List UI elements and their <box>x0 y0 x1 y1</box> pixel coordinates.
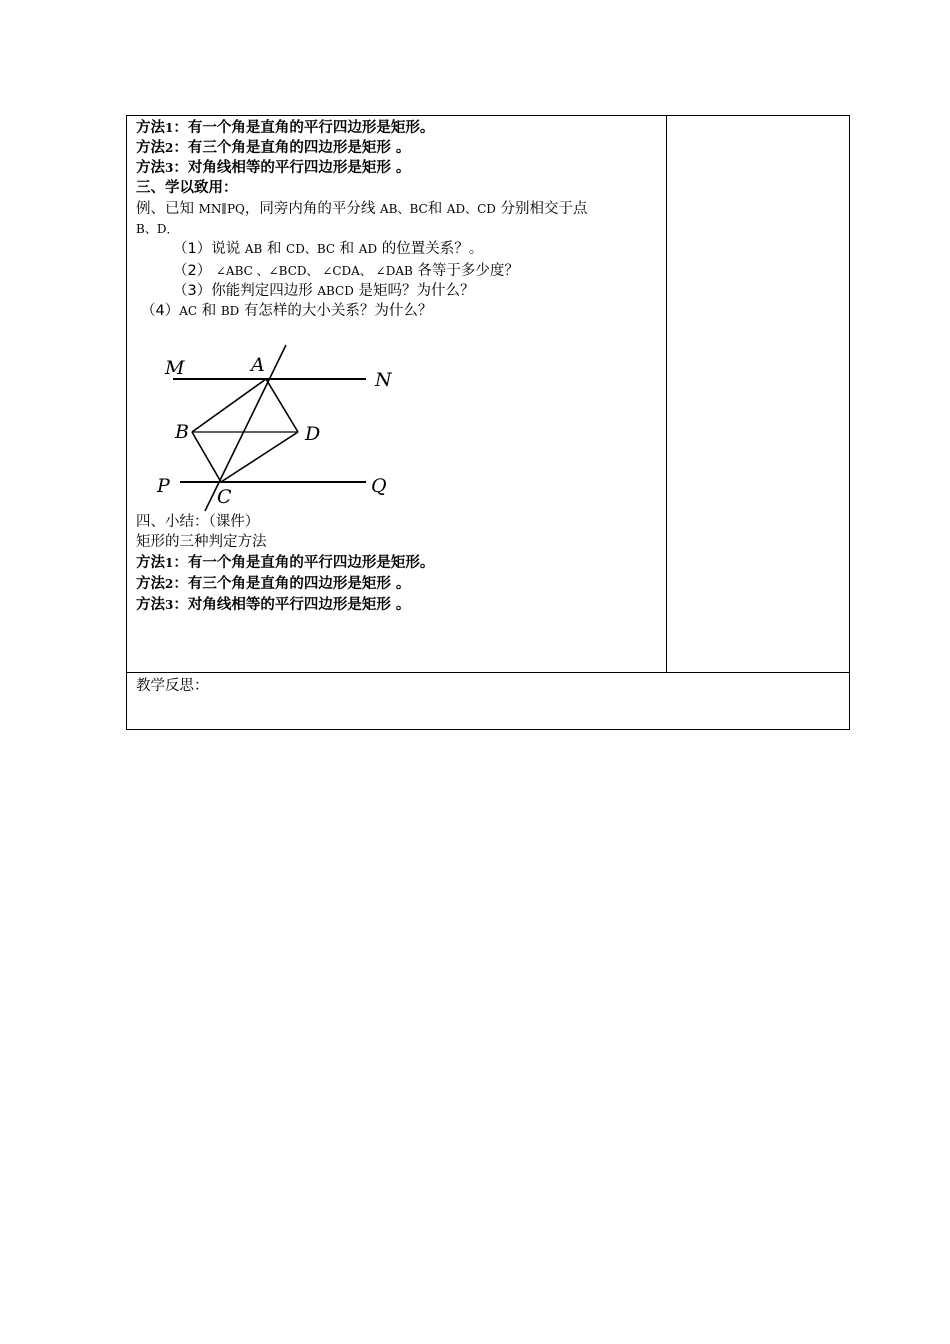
summary-heading: 四、小结：（课件） <box>136 514 260 530</box>
geometry-diagram <box>147 336 397 516</box>
method-2: 方法2：有三个角是直角的四边形是矩形 。 <box>136 140 411 156</box>
method-3: 方法3：对角线相等的平行四边形是矩形 。 <box>136 160 411 176</box>
example-line-1: 例、已知 MN∥PQ，同旁内角的平分线 AB、BC和 AD、CD 分别相交于点 <box>136 201 588 217</box>
label-n: N <box>375 369 392 391</box>
summary-method-3: 方法3：对角线相等的平行四边形是矩形 。 <box>136 597 411 613</box>
segment-bc <box>192 432 221 482</box>
label-p: P <box>157 475 170 497</box>
section-3-heading: 三、学以致用： <box>136 180 238 196</box>
label-d: D <box>305 423 321 445</box>
lesson-content-cell <box>127 116 667 672</box>
question-4: （4）AC 和 BD 有怎样的大小关系？为什么？ <box>141 303 433 319</box>
lesson-table <box>126 115 850 730</box>
label-b: B <box>175 421 189 443</box>
summary-method-1: 方法1：有一个角是直角的平行四边形是矩形。 <box>136 555 435 571</box>
label-q: Q <box>371 475 387 497</box>
segment-ad <box>266 379 298 432</box>
notes-cell <box>667 116 849 672</box>
example-line-2: B、D． <box>136 222 179 236</box>
segment-ab <box>192 379 266 432</box>
question-1: （1）说说 AB 和 CD、BC 和 AD 的位置关系？。 <box>173 241 484 257</box>
label-a: A <box>251 354 265 376</box>
question-2: （2） ∠ABC 、∠BCD、 ∠CDA、 ∠DAB 各等于多少度？ <box>173 263 519 279</box>
label-m: M <box>165 357 185 379</box>
method-1: 方法1：有一个角是直角的平行四边形是矩形。 <box>136 120 435 136</box>
reflection-cell <box>127 672 849 729</box>
summary-subheading: 矩形的三种判定方法 <box>136 534 267 550</box>
label-c: C <box>217 486 232 508</box>
question-3: （3）你能判定四边形 ABCD 是矩吗？为什么？ <box>173 283 475 299</box>
reflection-label: 教学反思： <box>136 678 209 694</box>
summary-method-2: 方法2：有三个角是直角的四边形是矩形 。 <box>136 576 411 592</box>
segment-cd <box>221 432 298 482</box>
